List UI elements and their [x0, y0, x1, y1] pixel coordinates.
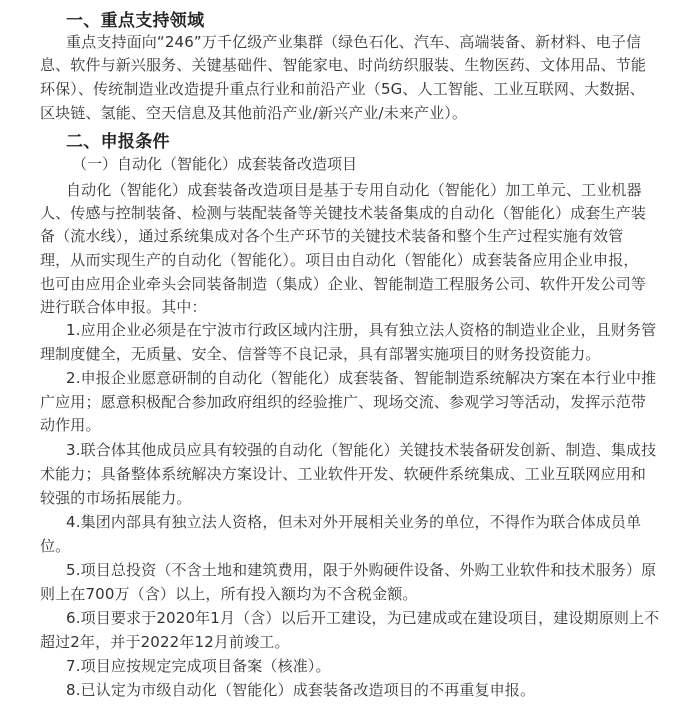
- condition-item-7: 7.项目应按规定完成项目备案（核准）。: [66, 657, 331, 675]
- intro-line: 也可由应用企业牵头会同装备制造（集成）企业、智能制造工程服务公司、软件开发公司等: [40, 275, 647, 293]
- condition-item-2-cont: 动作用。: [40, 416, 101, 434]
- section1-line: 重点支持面向“246”万千亿级产业集群（绿色石化、汽车、高端装备、新材料、电子信: [66, 33, 642, 51]
- section2-subheading: （一）自动化（智能化）成套装备改造项目: [72, 155, 358, 173]
- condition-item-3: 3.联合体其他成员应具有较强的自动化（智能化）关键技术装备研发创新、制造、集成技: [66, 441, 657, 459]
- section1-line: 区块链、氢能、空天信息及其他前沿产业/新兴产业/未来产业）。: [40, 104, 468, 122]
- condition-item-1: 1.应用企业必须是在宁波市行政区域内注册，具有独立法人资格的制造业企业，且财务管: [66, 321, 657, 339]
- intro-line: 理，从而实现生产的自动化（智能化）。项目由自动化（智能化）成套装备应用企业申报，: [40, 251, 639, 269]
- condition-item-4-cont: 位。: [40, 537, 71, 555]
- condition-item-4: 4.集团内部具有独立法人资格，但未对外开展相关业务的单位，不得作为联合体成员单: [66, 513, 642, 531]
- condition-item-6-cont: 超过2年，并于2022年12月前竣工。: [40, 633, 290, 651]
- section1-line: 息、软件与新兴服务、关键基础件、智能家电、时尚纺织服装、生物医药、文体用品、节能: [40, 56, 647, 74]
- section2-heading: 二、申报条件: [66, 132, 170, 152]
- condition-item-8: 8.已认定为市级自动化（智能化）成套装备改造项目的不再重复申报。: [66, 681, 536, 699]
- section1-line: 环保）、传统制造业改造提升重点行业和前沿产业（5G、人工智能、工业互联网、大数据、: [40, 80, 645, 98]
- intro-line: 备（流水线），通过系统集成对各个生产环节的关键技术装备和整个生产过程实施有效管: [40, 227, 624, 245]
- intro-line: 人、传感与控制装备、检测与装配装备等关键技术装备集成的自动化（智能化）成套生产装: [40, 204, 647, 222]
- condition-item-5-cont: 则上在700万（含）以上，所有投入额均为不含税金额。: [40, 585, 418, 603]
- section1-heading: 一、重点支持领域: [66, 11, 205, 31]
- condition-item-3-cont: 术能力；具备整体系统解决方案设计、工业软件开发、软硬件系统集成、工业互联网应用和: [40, 465, 647, 483]
- condition-item-2-cont: 广应用；愿意积极配合参加政府组织的经验推广、现场交流、参观学习等活动，发挥示范带: [40, 393, 647, 411]
- intro-line: 进行联合体申报。其中：: [40, 298, 207, 316]
- condition-item-2: 2.申报企业愿意研制的自动化（智能化）成套装备、智能制造系统解决方案在本行业中推: [66, 369, 657, 387]
- condition-item-6: 6.项目要求于2020年1月（含）以后开工建设，为已建成或在建设项目，建设期原则上不: [66, 609, 660, 627]
- condition-item-1-cont: 理制度健全，无质量、安全、信誉等不良记录，具有部署实施项目的财务投资能力。: [40, 345, 601, 363]
- intro-line: 自动化（智能化）成套装备改造项目是基于专用自动化（智能化）加工单元、工业机器: [66, 181, 642, 199]
- condition-item-3-cont: 较强的市场拓展能力。: [40, 489, 192, 507]
- condition-item-5: 5.项目总投资（不含土地和建筑费用，限于外购硬件设备、外购工业软件和技术服务）原: [66, 561, 657, 579]
